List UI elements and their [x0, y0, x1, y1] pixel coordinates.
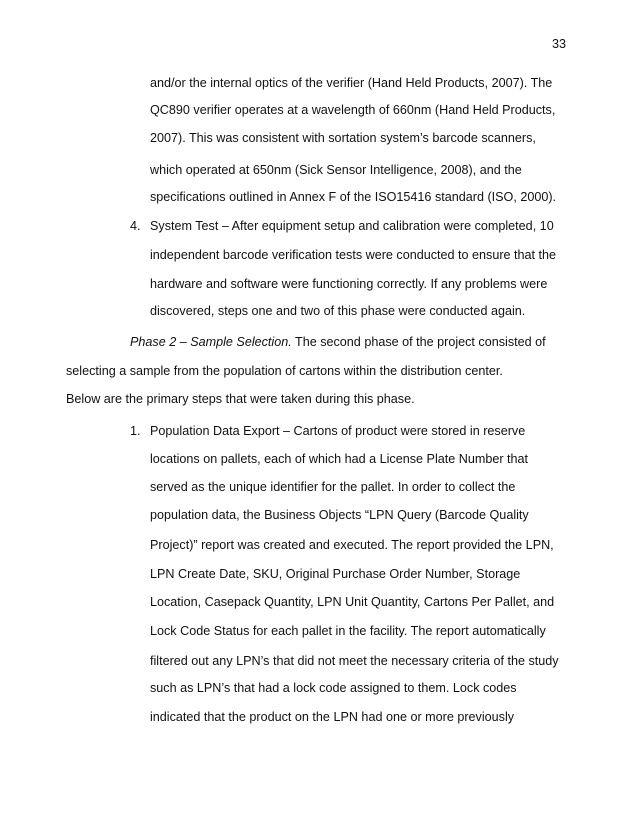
text-line: Location, Casepack Quantity, LPN Unit Quantity, Cartons Per Pallet, and [150, 595, 555, 609]
text-line: locations on pallets, each of which had a License Plate Number that [150, 452, 529, 466]
list-item-number: 1. [130, 424, 141, 438]
text-line: indicated that the product on the LPN had one or more previously [150, 710, 515, 724]
text-line: Population Data Export – Cartons of product were stored in reserve [150, 424, 526, 438]
text-line: 2007). This was consistent with sortation system’s barcode scanners, [150, 131, 536, 145]
paragraph-line [130, 334, 546, 350]
text-line: System Test – After equipment setup and calibration were completed, 10 [150, 219, 554, 233]
text-line: specifications outlined in Annex F of the ISO15416 standard (ISO, 2000). [150, 190, 557, 204]
text-line: hardware and software were functioning correctly. If any problems were [150, 277, 548, 291]
text-line: and/or the internal optics of the verifier (Hand Held Products, 2007). The [150, 76, 553, 90]
text-line: discovered, steps one and two of this phase were conducted again. [150, 304, 526, 318]
text-line: QC890 verifier operates at a wavelength of 660nm (Hand Held Products, [150, 103, 556, 117]
text-line: LPN Create Date, SKU, Original Purchase Order Number, Storage [150, 567, 521, 581]
text-line: which operated at 650nm (Sick Sensor Intelligence, 2008), and the [150, 163, 522, 177]
text-line: such as LPN’s that had a lock code assigned to them. Lock codes [150, 681, 517, 695]
text-line: filtered out any LPN’s that did not meet the necessary criteria of the study [150, 654, 559, 668]
text-line: selecting a sample from the population of cartons within the distribution center. [66, 364, 503, 378]
section-heading: Phase 2 – Sample Selection. [130, 335, 292, 349]
text-line: independent barcode verification tests were conducted to ensure that the [150, 248, 557, 262]
text-line: Project)” report was created and executed. The report provided the LPN, [150, 538, 554, 552]
text-line: Below are the primary steps that were taken during this phase. [66, 392, 415, 406]
text-line: population data, the Business Objects “LPN Query (Barcode Quality [150, 508, 529, 522]
text-line: Lock Code Status for each pallet in the facility. The report automatically [150, 624, 546, 638]
text-run: The second phase of the project consisted of [291, 335, 546, 349]
text-line: served as the unique identifier for the pallet. In order to collect the [150, 480, 516, 494]
page-number: 33 [551, 37, 566, 51]
list-item-number: 4. [130, 219, 141, 233]
